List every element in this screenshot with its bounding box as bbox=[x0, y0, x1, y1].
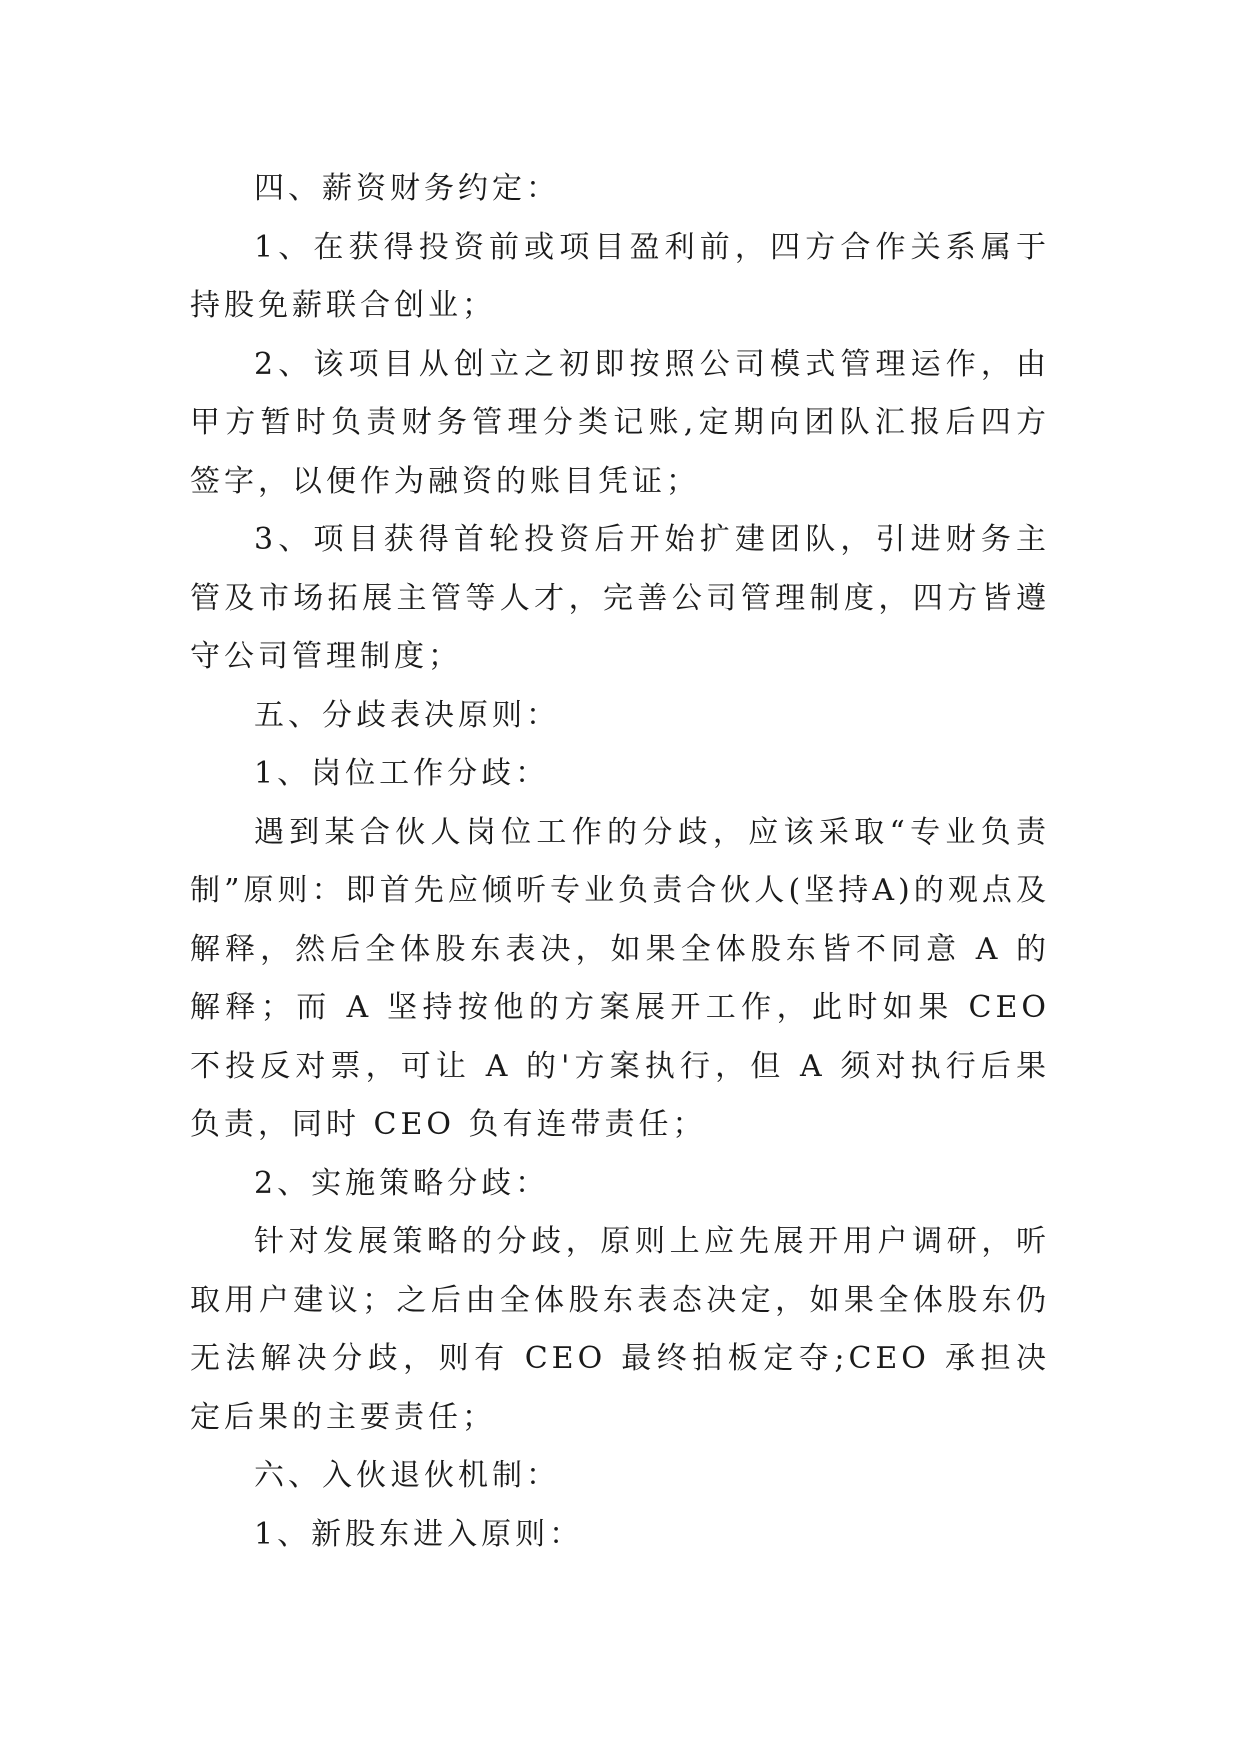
section-heading-join-exit: 六、入伙退伙机制： bbox=[254, 1458, 560, 1493]
paragraph-clause-2: 2、该项目从创立之初即按照公司模式管理运作，由甲方暂时负责财务管理分类记账,定期向团队汇报后四方签字，以便作为融资的账目凭证； bbox=[190, 346, 1050, 499]
section-heading-salary-finance: 四、薪资财务约定： bbox=[254, 171, 560, 206]
paragraph-position-dispute-body: 遇到某合伙人岗位工作的分歧，应该采取“专业负责制”原则：即首先应倾听专业负责合伙人(坚持A)的观点及解释，然后全体股东表决，如果全体股东皆不同意 A 的解释；而 A 坚持按他的方案展开工作，此时如果 CEO 不投反对票，可让 A 的'方案执行，但 A 须对执行后果负责，同时 CEO 负有连带责任； bbox=[190, 814, 1050, 1142]
subheading-new-shareholder: 1、新股东进入原则： bbox=[254, 1516, 584, 1552]
paragraph-clause-1: 1、在获得投资前或项目盈利前，四方合作关系属于持股免薪联合创业； bbox=[190, 229, 1050, 323]
subheading-strategy-dispute: 2、实施策略分歧： bbox=[254, 1165, 550, 1201]
document-body bbox=[190, 160, 1050, 1564]
subheading-position-dispute: 1、岗位工作分歧： bbox=[254, 756, 550, 791]
paragraph-strategy-dispute-body: 针对发展策略的分歧，原则上应先展开用户调研，听取用户建议；之后由全体股东表态决定，如果全体股东仍无法解决分歧，则有 CEO 最终拍板定夺;CEO 承担决定后果的主要责任； bbox=[190, 1224, 1050, 1435]
section-heading-dispute-voting: 五、分歧表决原则： bbox=[254, 697, 560, 733]
paragraph-clause-3: 3、项目获得首轮投资后开始扩建团队，引进财务主管及市场拓展主管等人才，完善公司管理制度，四方皆遵守公司管理制度； bbox=[190, 522, 1050, 674]
